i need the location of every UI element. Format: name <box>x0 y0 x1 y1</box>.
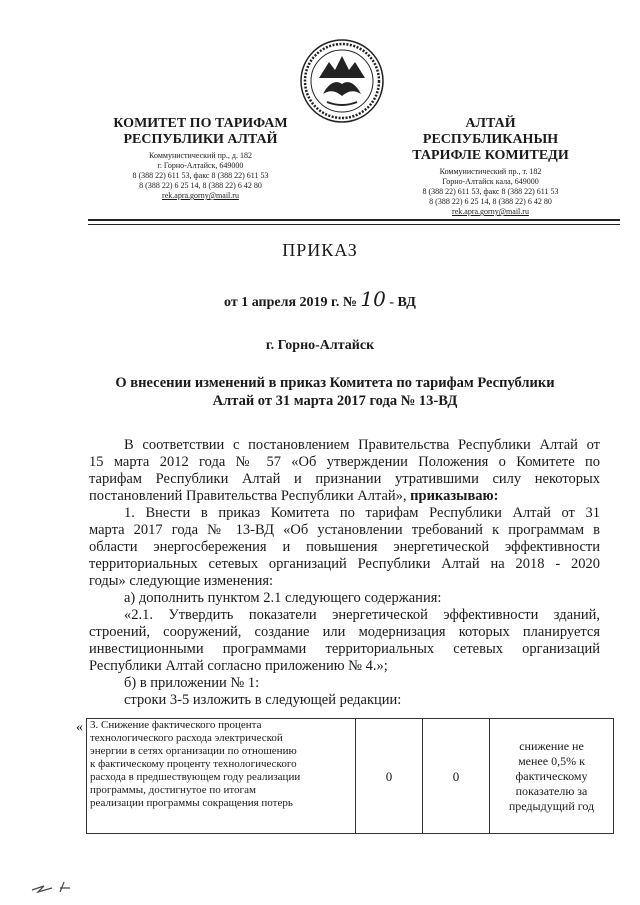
indicators-table <box>86 718 614 834</box>
right-phone-line1: 8 (388 22) 611 53, факс 8 (388 22) 611 53 <box>422 187 559 196</box>
target-line1: снижение не <box>519 738 584 753</box>
item1-line1: 1. Внести в приказ Комитета по тарифам Республики Алтай от 31 <box>124 505 600 521</box>
item-2-1-line4: Республики Алтай согласно приложению № 4.»; <box>89 658 388 674</box>
paragraph-a <box>89 590 600 607</box>
document-title: ПРИКАЗ <box>282 240 358 260</box>
handwritten-number: 10 <box>360 287 386 311</box>
item1-line4: территориальных сетевых организаций Республики Алтай на 2018 - 2020 <box>89 556 600 572</box>
right-org-name-line2: ТАРИФЛЕ КОМИТЕДИ <box>412 148 569 163</box>
paragraph-2-1 <box>89 607 600 675</box>
indicator-line1: 3. Снижение фактического процента <box>90 719 262 731</box>
number-suffix: - ВД <box>389 295 416 310</box>
table-cell-value2: 0 <box>423 719 490 834</box>
header-divider-thick <box>88 219 620 221</box>
left-address-line2: г. Горно-Алтайск, 649000 <box>157 161 244 170</box>
indicator-line2: технологического расхода электрической <box>90 732 283 744</box>
preamble-line1: В соответствии с постановлением Правительства Республики Алтай от <box>124 437 600 453</box>
left-org-name-line2: РЕСПУБЛИКИ АЛТАЙ <box>123 132 278 147</box>
document-body <box>89 437 600 709</box>
document-city: г. Горно-Алтайск <box>265 338 375 353</box>
right-address-line1: Коммунистический пр., т. 182 <box>439 167 542 176</box>
left-phone-line1: 8 (388 22) 611 53, факс 8 (388 22) 611 53 <box>132 171 269 180</box>
item1-line3: области энергосбережения и повышения энергетической эффективности <box>89 539 600 555</box>
left-phone-line2: 8 (388 22) 6 25 14, 8 (388 22) 6 42 80 <box>139 181 262 190</box>
right-address-line2: Горно-Алтайск кала, 649000 <box>442 177 539 186</box>
table-row <box>87 719 614 834</box>
target-line5: предыдущий год <box>508 798 595 813</box>
item1-line2: марта 2017 года № 13-ВД «Об установлении требований к программам в <box>89 522 600 538</box>
paragraph-item1 <box>89 505 600 590</box>
table-cell-value1: 0 <box>356 719 423 834</box>
left-address-line1: Коммунистический пр., д. 182 <box>149 151 252 160</box>
subject-line2: Алтай от 31 марта 2017 года № 13-ВД <box>212 393 458 409</box>
left-email-link[interactable]: rek.apra.gorny@mail.ru <box>162 191 239 200</box>
document-subject <box>100 374 570 410</box>
indicator-line5: расхода в предшествующем году реализации <box>90 771 301 783</box>
left-header-block <box>108 116 293 201</box>
item-b-line: б) в приложении № 1: <box>124 675 260 691</box>
document-date-number <box>0 287 640 311</box>
paragraph-preamble <box>89 437 600 505</box>
right-email-link[interactable]: rek.apra.gorny@mail.ru <box>452 207 529 216</box>
order-verb: приказываю: <box>410 488 499 504</box>
coat-of-arms-emblem <box>299 38 385 124</box>
table-open-quote: « <box>76 720 83 735</box>
indicator-line6: программы, достигнутое по итогам <box>90 784 256 796</box>
handwritten-initials-mark <box>30 876 100 896</box>
paragraph-b <box>89 675 600 692</box>
paragraph-rows <box>89 692 600 709</box>
right-org-name-line1: АЛТАЙ РЕСПУБЛИКАНЫН <box>422 116 559 147</box>
indicator-line7: реализации программы сокращения потерь <box>90 797 293 809</box>
header-divider-thin <box>88 224 620 225</box>
subject-line1: О внесении изменений в приказ Комитета по тарифам Республики <box>115 375 555 391</box>
target-line4: показателю за <box>515 783 588 798</box>
item-2-1-line3: инвестиционными программами территориальных сетевых организаций <box>89 641 600 657</box>
item-2-1-line2: строений, сооружений, создание или модернизация которых планируется <box>89 624 600 640</box>
target-line3: фактическому <box>515 768 588 783</box>
rows-line: строки 3-5 изложить в следующей редакции: <box>124 692 402 708</box>
date-prefix: от 1 апреля 2019 г. № <box>224 295 357 310</box>
item-2-1-line1: «2.1. Утвердить показатели энергетической эффективности зданий, <box>124 607 600 623</box>
preamble-line4 <box>89 488 600 505</box>
target-line2: менее 0,5% к <box>518 753 585 768</box>
item-a-line: а) дополнить пунктом 2.1 следующего содержания: <box>124 590 442 606</box>
left-org-name-line1: КОМИТЕТ ПО ТАРИФАМ <box>113 116 288 131</box>
preamble-line2: 15 марта 2012 года № 57 «Об утверждении Положения о Комитете по <box>89 454 600 470</box>
preamble-line4-text: постановлений Правительства Республики Алтай», <box>89 488 407 504</box>
indicator-line4: к фактическому проценту технологического <box>90 758 297 770</box>
indicator-line3: энергии в сетях организации по отношению <box>90 745 297 757</box>
preamble-line3: тарифам Республики Алтай и признании утратившими силу некоторых <box>89 471 600 487</box>
item1-line5: годы» следующие изменения: <box>89 573 274 589</box>
right-header-block <box>398 116 583 217</box>
table-cell-target <box>490 719 614 834</box>
table-cell-indicator <box>87 719 356 834</box>
right-phone-line2: 8 (388 22) 6 25 14, 8 (388 22) 6 42 80 <box>429 197 552 206</box>
